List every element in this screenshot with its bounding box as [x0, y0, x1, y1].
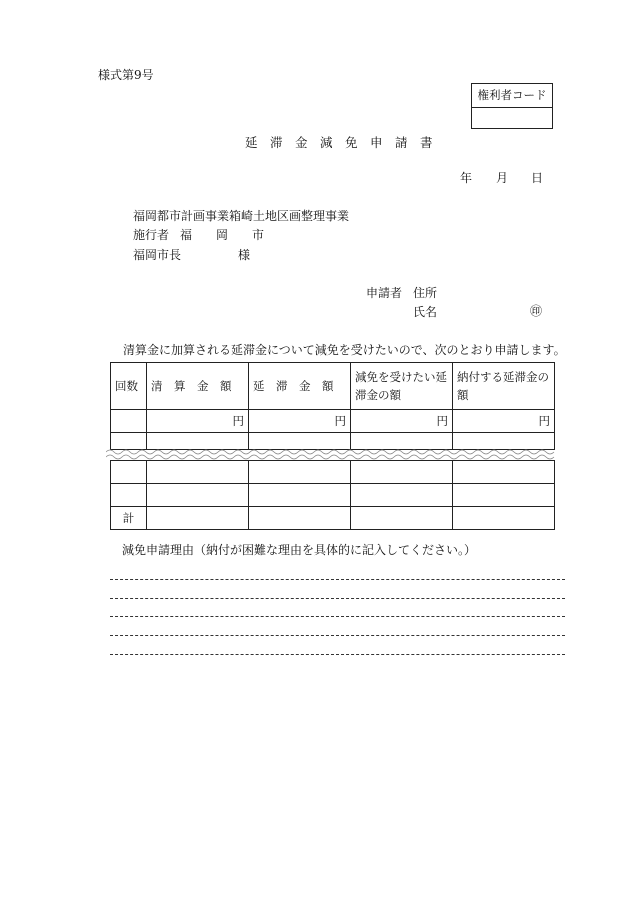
honorific: 様	[238, 248, 251, 262]
count-cell[interactable]	[111, 410, 147, 433]
unit-cell[interactable]: 円	[249, 410, 351, 433]
amount-cell[interactable]	[351, 433, 453, 450]
executor-name: 福 岡 市	[180, 228, 265, 242]
penalty-table-bottom	[110, 460, 555, 530]
count-cell[interactable]	[111, 484, 147, 507]
amount-cell[interactable]	[147, 433, 249, 450]
amount-cell[interactable]	[147, 484, 249, 507]
table-row	[111, 484, 555, 507]
total-row	[111, 507, 555, 530]
amount-cell[interactable]	[351, 461, 453, 484]
unit-cell[interactable]: 円	[147, 410, 249, 433]
address-label: 住所	[413, 286, 438, 300]
intro-text: 清算金に加算される延滞金について減免を受けたいので、次のとおり申請します。	[123, 343, 566, 357]
count-cell[interactable]	[111, 433, 147, 450]
applicant-label: 申請者	[366, 286, 403, 300]
total-cell[interactable]	[351, 507, 453, 530]
table-header-row	[111, 363, 555, 410]
date-month: 月	[496, 171, 509, 185]
applicant-address-field[interactable]	[440, 282, 550, 298]
reason-line[interactable]	[110, 579, 565, 580]
unit-cell[interactable]: 円	[351, 410, 453, 433]
table-row	[111, 461, 555, 484]
name-label: 氏名	[413, 305, 438, 319]
reason-line[interactable]	[110, 616, 565, 617]
total-cell[interactable]	[249, 507, 351, 530]
table-break-mark	[106, 448, 558, 460]
header-payment: 納付する延滞金の額	[453, 363, 555, 410]
project-name: 福岡都市計画事業箱崎土地区画整理事業	[133, 209, 350, 223]
rights-holder-code-box	[471, 83, 553, 129]
date-day: 日	[531, 171, 544, 185]
seal-icon: ㊞	[530, 304, 543, 318]
penalty-table-top	[110, 362, 555, 450]
rights-holder-code-header: 権利者コード	[472, 84, 552, 108]
amount-cell[interactable]	[453, 484, 555, 507]
mayor-label: 福岡市長	[133, 248, 182, 262]
amount-cell[interactable]	[453, 433, 555, 450]
header-penalty: 延 滞 金 額	[249, 363, 351, 410]
total-label: 計	[111, 507, 147, 530]
amount-cell[interactable]	[249, 433, 351, 450]
unit-cell[interactable]: 円	[453, 410, 555, 433]
reason-line[interactable]	[110, 635, 565, 636]
header-count: 回数	[111, 363, 147, 410]
rights-holder-code-field[interactable]	[472, 108, 552, 130]
reason-line[interactable]	[110, 654, 565, 655]
amount-cell[interactable]	[453, 461, 555, 484]
amount-cell[interactable]	[249, 484, 351, 507]
header-reduction: 減免を受けたい延滞金の額	[351, 363, 453, 410]
executor-label: 施行者	[133, 228, 170, 242]
amount-cell[interactable]	[351, 484, 453, 507]
applicant-name-field[interactable]	[440, 301, 525, 317]
count-cell[interactable]	[111, 461, 147, 484]
amount-cell[interactable]	[249, 461, 351, 484]
date-year: 年	[460, 171, 473, 185]
header-settlement: 清 算 金 額	[147, 363, 249, 410]
form-number: 様式第9号	[98, 68, 154, 82]
reason-line[interactable]	[110, 598, 565, 599]
table-row	[111, 410, 555, 433]
reason-label: 減免申請理由（納付が困難な理由を具体的に記入してください。）	[122, 543, 477, 557]
amount-cell[interactable]	[147, 461, 249, 484]
total-cell[interactable]	[147, 507, 249, 530]
page-title: 延 滞 金 減 免 申 請 書	[245, 135, 433, 150]
total-cell[interactable]	[453, 507, 555, 530]
table-row	[111, 433, 555, 450]
